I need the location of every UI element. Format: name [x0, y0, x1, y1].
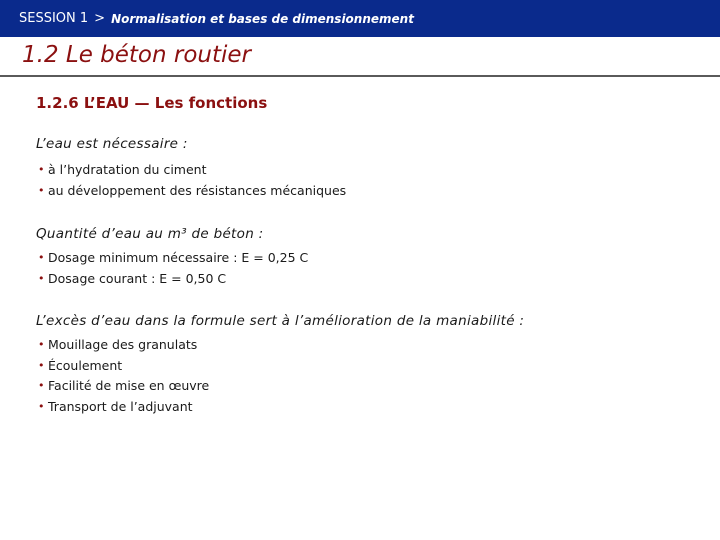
- session-subtitle: Normalisation et bases de dimensionnement: [111, 11, 414, 26]
- list-necessaire: [38, 160, 346, 201]
- bullet-icon: •: [38, 183, 45, 197]
- bullet-icon: •: [38, 251, 45, 264]
- header-bar: [0, 0, 720, 37]
- slide-title: 1.2 Le béton routier: [22, 42, 252, 68]
- list-item: • Dosage courant : E = 0,50 C: [38, 269, 308, 290]
- list-item: • Mouillage des granulats: [38, 335, 209, 356]
- bullet-icon: •: [38, 358, 45, 372]
- bullet-icon: •: [38, 399, 45, 413]
- bullet-icon: •: [38, 271, 45, 285]
- list-item: • Écoulement: [38, 356, 209, 377]
- title-divider: [0, 75, 720, 77]
- list-item: • à l’hydratation du ciment: [38, 160, 346, 181]
- block-label-exces: L’excès d’eau dans la formule sert à l’amélioration de la maniabilité :: [36, 313, 525, 329]
- list-item: • Transport de l’adjuvant: [38, 397, 209, 418]
- list-item: • Dosage minimum nécessaire : E = 0,25 C: [38, 248, 308, 269]
- list-item: • au développement des résistances mécaniques: [38, 181, 346, 202]
- list-item: • Facilité de mise en œuvre: [38, 376, 209, 397]
- session-label: SESSION 1: [19, 11, 89, 26]
- bullet-icon: •: [38, 338, 45, 351]
- breadcrumb-separator: >: [94, 11, 106, 26]
- section-heading: 1.2.6 L’EAU — Les fonctions: [36, 94, 268, 112]
- block-label-necessaire: L’eau est nécessaire :: [36, 136, 188, 152]
- bullet-icon: •: [38, 163, 45, 176]
- bullet-icon: •: [38, 379, 45, 392]
- block-label-quantite: Quantité d’eau au m³ de béton :: [36, 226, 264, 242]
- list-quantite: [38, 248, 308, 289]
- list-exces: [38, 335, 209, 417]
